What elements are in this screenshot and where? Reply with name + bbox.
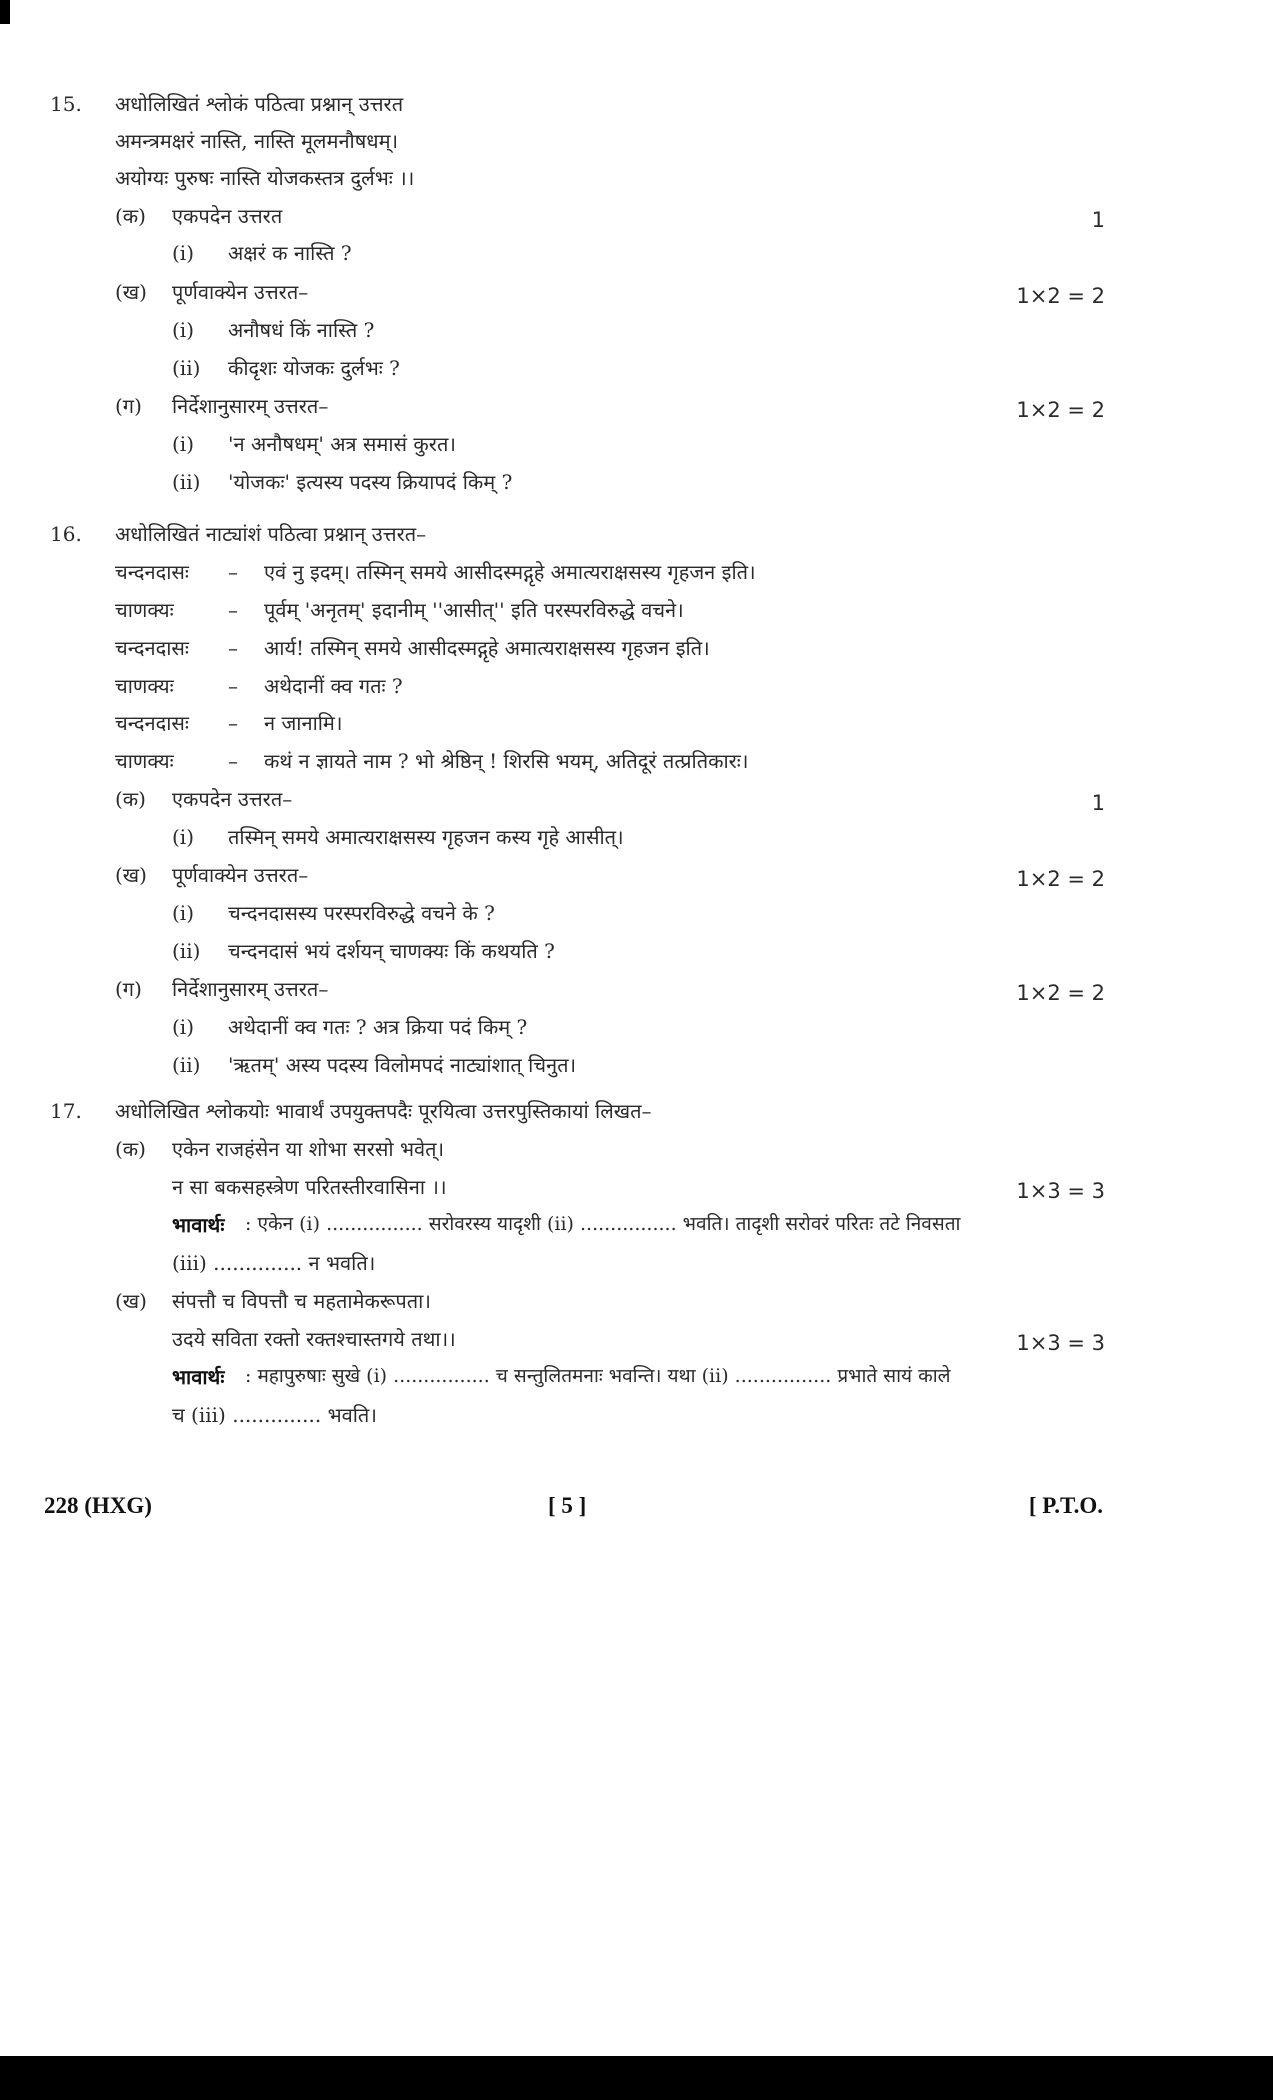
- question-number: 16.: [50, 522, 82, 546]
- dialogue-text: अथेदानीं क्व गतः ?: [264, 674, 403, 698]
- sub-question-label: (ख): [115, 280, 147, 304]
- verse-line: अमन्त्रमक्षरं नास्ति, नास्ति मूलमनौषधम्।: [115, 129, 399, 153]
- dialogue-dash: –: [228, 598, 238, 622]
- item-number: (i): [172, 1015, 195, 1039]
- marks-label: 1×3 = 3: [1016, 1179, 1105, 1203]
- item-text: चन्दनदासस्य परस्परविरुद्धे वचने के ?: [228, 901, 495, 925]
- question-number: 17.: [50, 1099, 82, 1123]
- item-text: 'ऋतम्' अस्य पदस्य विलोमपदं नाट्यांशात् चिनुत।: [228, 1053, 577, 1077]
- sub-question-heading: पूर्णवाक्येन उत्तरत–: [172, 280, 309, 304]
- item-number: (ii): [172, 470, 201, 494]
- marks-label: 1×3 = 3: [1016, 1331, 1105, 1355]
- item-text: तस्मिन् समये अमात्यराक्षसस्य गृहजन कस्य गृहे आसीत्।: [228, 825, 624, 849]
- dialogue-text: न जानामि।: [264, 711, 343, 735]
- marks-label: 1: [1091, 791, 1105, 815]
- bhavarth-text: (iii) .............. न भवति।: [172, 1251, 376, 1275]
- bhavarth-text: : महापुरुषाः सुखे (i) ................ च सन्तुलितमनाः भवन्ति। यथा (ii) ................ प्रभाते सायं काले: [245, 1365, 951, 1387]
- marks-label: 1: [1091, 208, 1105, 232]
- dialogue-speaker: चाणक्यः: [115, 749, 174, 773]
- sub-question-heading: निर्देशानुसारम् उत्तरत–: [172, 394, 329, 418]
- dialogue-speaker: चन्दनदासः: [115, 711, 189, 735]
- bhavarth-text: च (iii) .............. भवति।: [172, 1403, 377, 1427]
- question-instruction: अधोलिखितं नाट्यांशं पठित्वा प्रश्नान् उत्तरत–: [115, 522, 427, 546]
- dialogue-dash: –: [228, 560, 238, 584]
- dialogue-speaker: चन्दनदासः: [115, 560, 189, 584]
- item-text: चन्दनदासं भयं दर्शयन् चाणक्यः किं कथयति ?: [228, 939, 555, 963]
- marks-label: 1×2 = 2: [1016, 284, 1105, 308]
- dialogue-text: पूर्वम् 'अनृतम्' इदानीम् ''आसीत्'' इति परस्परविरुद्धे वचने।: [264, 598, 684, 622]
- sub-question-heading: निर्देशानुसारम् उत्तरत–: [172, 977, 329, 1001]
- marks-label: 1×2 = 2: [1016, 981, 1105, 1005]
- scan-corner-mark: [0, 0, 10, 24]
- sub-question-heading: एकपदेन उत्तरत: [172, 204, 283, 228]
- please-turn-over: [ P.T.O.: [1028, 1493, 1103, 1518]
- item-number: (ii): [172, 939, 201, 963]
- sub-question-label: (क): [115, 787, 146, 811]
- dialogue-text: आर्य! तस्मिन् समये आसीदस्मद्गृहे अमात्यराक्षसस्य गृहजन इति।: [264, 636, 710, 660]
- bhavarth-text: : एकेन (i) ................ सरोवरस्य यादृशी (ii) ................ भवति। तादृशी सरोवरं परितः तटे निवसता: [245, 1213, 961, 1235]
- marks-label: 1×2 = 2: [1016, 867, 1105, 891]
- item-number: (ii): [172, 356, 201, 380]
- bhavarth-label: भावार्थः: [172, 1213, 225, 1237]
- sub-question-label: (क): [115, 204, 146, 228]
- item-number: (i): [172, 825, 195, 849]
- dialogue-speaker: चाणक्यः: [115, 674, 174, 698]
- item-number: (i): [172, 241, 195, 265]
- marks-label: 1×2 = 2: [1016, 398, 1105, 422]
- item-text: कीदृशः योजकः दुर्लभः ?: [228, 356, 400, 380]
- item-number: (i): [172, 318, 195, 342]
- sub-question-label: (क): [115, 1137, 146, 1161]
- sub-question-label: (ग): [115, 394, 142, 418]
- sub-question-heading: एकपदेन उत्तरत–: [172, 787, 293, 811]
- dialogue-text: कथं न ज्ञायते नाम ? भो श्रेष्ठिन् ! शिरसि भयम्, अतिदूरं तत्प्रतिकारः।: [264, 749, 749, 773]
- scan-bottom-border: [0, 2056, 1273, 2100]
- sub-question-label: (ख): [115, 863, 147, 887]
- sub-question-label: (ग): [115, 977, 142, 1001]
- question-instruction: अधोलिखितं श्लोकं पठित्वा प्रश्नान् उत्तरत: [115, 92, 404, 116]
- sub-question-label: (ख): [115, 1289, 147, 1313]
- item-text: 'न अनौषधम्' अत्र समासं कुरत।: [228, 432, 456, 456]
- item-number: (ii): [172, 1053, 201, 1077]
- item-text: 'योजकः' इत्यस्य पदस्य क्रियापदं किम् ?: [228, 470, 513, 494]
- item-text: अनौषधं किं नास्ति ?: [228, 318, 375, 342]
- verse-line: संपत्तौ च विपत्तौ च महतामेकरूपता।: [172, 1289, 431, 1313]
- question-number: 15.: [50, 92, 82, 116]
- item-text: अक्षरं क नास्ति ?: [228, 241, 352, 265]
- verse-line: उदये सविता रक्तो रक्तश्चास्तगये तथा।।: [172, 1327, 456, 1351]
- dialogue-dash: –: [228, 674, 238, 698]
- dialogue-dash: –: [228, 749, 238, 773]
- sub-question-heading: पूर्णवाक्येन उत्तरत–: [172, 863, 309, 887]
- dialogue-speaker: चाणक्यः: [115, 598, 174, 622]
- item-number: (i): [172, 901, 195, 925]
- bhavarth-label: भावार्थः: [172, 1365, 225, 1389]
- verse-line: एकेन राजहंसेन या शोभा सरसो भवेत्।: [172, 1137, 445, 1161]
- page-number: [ 5 ]: [548, 1493, 587, 1518]
- dialogue-speaker: चन्दनदासः: [115, 636, 189, 660]
- dialogue-dash: –: [228, 636, 238, 660]
- question-instruction: अधोलिखित श्लोकयोः भावार्थं उपयुक्तपदैः पूरयित्वा उत्तरपुस्तिकायां लिखत–: [115, 1099, 652, 1123]
- paper-code: 228 (HXG): [44, 1493, 152, 1518]
- dialogue-dash: –: [228, 711, 238, 735]
- verse-line: न सा बकसहस्त्रेण परितस्तीरवासिना ।।: [172, 1175, 447, 1199]
- item-number: (i): [172, 432, 195, 456]
- verse-line: अयोग्यः पुरुषः नास्ति योजकस्तत्र दुर्लभः ।।: [115, 166, 415, 190]
- dialogue-text: एवं नु इदम्। तस्मिन् समये आसीदस्मद्गृहे अमात्यराक्षसस्य गृहजन इति।: [264, 560, 756, 584]
- item-text: अथेदानीं क्व गतः ? अत्र क्रिया पदं किम् ?: [228, 1015, 528, 1039]
